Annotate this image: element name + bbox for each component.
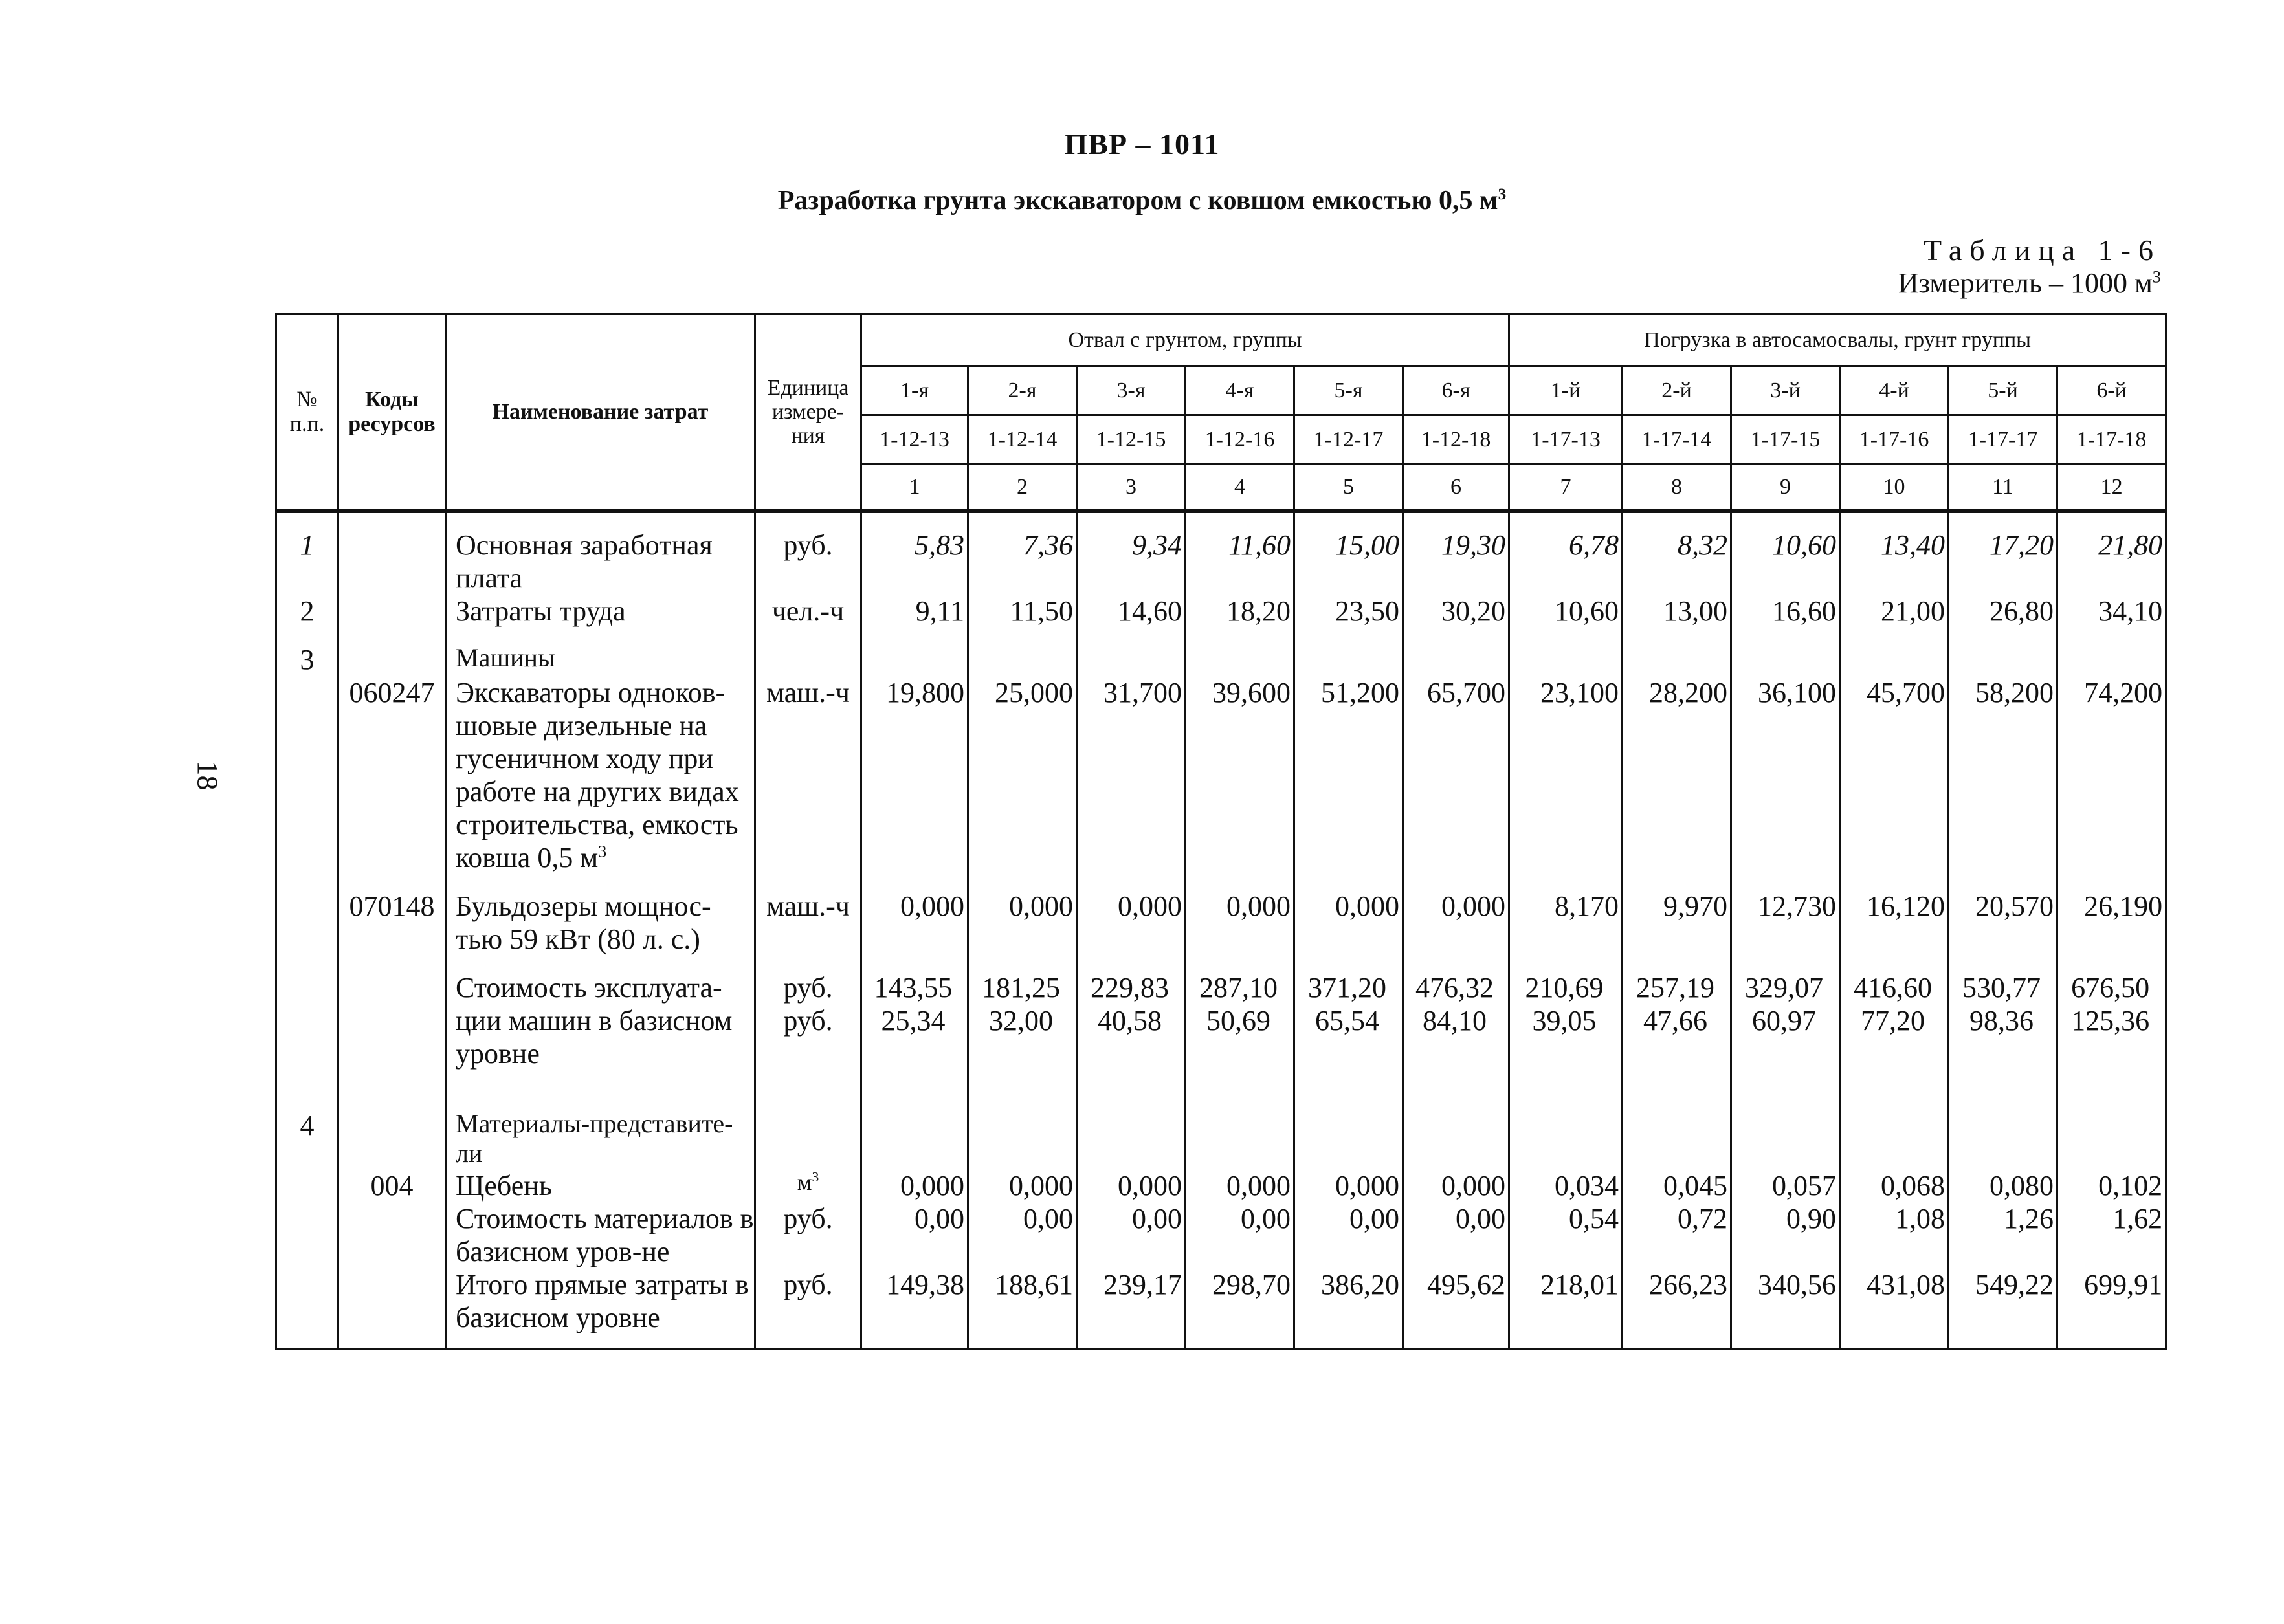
value-cell [968, 628, 1077, 676]
row-unit-1: руб. [783, 971, 833, 1004]
value-cell [1731, 956, 1840, 1070]
value-cell [2057, 1070, 2166, 1169]
value-cell: 34,10 [2057, 595, 2166, 628]
value-cell: 298,70 [1186, 1268, 1294, 1350]
row-labor [276, 595, 2166, 628]
header-code: 1-12-13 [861, 415, 968, 465]
page-number: 18 [191, 760, 225, 791]
value-cell: 21,00 [1840, 595, 1949, 628]
value-cell: 23,100 [1509, 676, 1623, 874]
row-no: 2 [276, 595, 338, 628]
value-cell: 23,50 [1294, 595, 1403, 628]
value-cell: 11,60 [1186, 511, 1294, 595]
row-no: 4 [276, 1070, 338, 1169]
value-cell: 1,62 [2057, 1202, 2166, 1268]
header-col-number: 11 [1949, 465, 2057, 511]
value-cell [1186, 1070, 1294, 1169]
row-no: 1 [276, 511, 338, 595]
value-cell: 39,600 [1186, 676, 1294, 874]
row-name: Стоимость эксплуата-ции машин в базисном уровне [446, 956, 755, 1070]
header-code: 1-17-17 [1949, 415, 2057, 465]
value-cell [861, 628, 968, 676]
value-cell: 266,23 [1623, 1268, 1731, 1350]
value-cell: 699,91 [2057, 1268, 2166, 1350]
row-unit [755, 956, 861, 1070]
row-gravel [276, 1169, 2166, 1202]
header-code: 1-17-14 [1623, 415, 1731, 465]
value-cell: 549,22 [1949, 1268, 2057, 1350]
header-col-number: 6 [1403, 465, 1509, 511]
value-cell [861, 956, 968, 1070]
header-group-load: Погрузка в автосамосвалы, грунт группы [1509, 314, 2166, 366]
row-code [338, 1202, 446, 1268]
value-cell: 188,61 [968, 1268, 1077, 1350]
value-cell: 21,80 [2057, 511, 2166, 595]
header-group-label: 1-й [1509, 366, 1623, 415]
value-cell [861, 1070, 968, 1169]
value-cell: 13,40 [1840, 511, 1949, 595]
value-cell: 16,120 [1840, 874, 1949, 956]
header-col-number: 5 [1294, 465, 1403, 511]
row-unit-sup: 3 [812, 1169, 819, 1185]
header-codes: Коды ресурсов [338, 314, 446, 511]
row-code: 060247 [338, 676, 446, 874]
value-cell: 0,90 [1731, 1202, 1840, 1268]
value-line-1: 329,07 [1745, 971, 1824, 1004]
value-cell [1731, 1070, 1840, 1169]
header-code: 1-17-13 [1509, 415, 1623, 465]
document-title: ПВР – 1011 [1064, 127, 1220, 160]
value-cell: 0,045 [1623, 1169, 1731, 1202]
value-cell: 340,56 [1731, 1268, 1840, 1350]
value-line-2: 25,34 [881, 1004, 946, 1037]
value-cell: 9,11 [861, 595, 968, 628]
header-col-number: 3 [1077, 465, 1186, 511]
value-cell: 51,200 [1294, 676, 1403, 874]
value-cell: 26,80 [1949, 595, 2057, 628]
value-line-2: 40,58 [1098, 1004, 1162, 1037]
header-code: 1-12-17 [1294, 415, 1403, 465]
value-cell: 0,080 [1949, 1169, 2057, 1202]
value-cell [1840, 628, 1949, 676]
value-cell [1403, 956, 1509, 1070]
unit-text: Измеритель – 1000 м [1898, 267, 2153, 299]
row-code [338, 511, 446, 595]
value-cell: 11,50 [968, 595, 1077, 628]
row-name: Затраты труда [446, 595, 755, 628]
value-line-2: 77,20 [1861, 1004, 1925, 1037]
value-cell: 0,00 [1294, 1202, 1403, 1268]
header-group-label: 6-я [1403, 366, 1509, 415]
value-line-2: 47,66 [1643, 1004, 1708, 1037]
value-cell: 0,54 [1509, 1202, 1623, 1268]
value-cell: 13,00 [1623, 595, 1731, 628]
header-group-label: 6-й [2057, 366, 2166, 415]
row-unit: маш.-ч [755, 874, 861, 956]
value-line-1: 143,55 [874, 971, 953, 1004]
header-col-number: 2 [968, 465, 1077, 511]
row-name [446, 676, 755, 874]
value-cell [1077, 1070, 1186, 1169]
value-line-2: 50,69 [1206, 1004, 1270, 1037]
value-cell: 36,100 [1731, 676, 1840, 874]
value-cell [2057, 628, 2166, 676]
value-cell: 0,102 [2057, 1169, 2166, 1202]
value-cell [2057, 956, 2166, 1070]
value-cell: 0,000 [1077, 1169, 1186, 1202]
value-cell: 30,20 [1403, 595, 1509, 628]
value-cell [1077, 956, 1186, 1070]
value-cell: 0,000 [1294, 874, 1403, 956]
table-header [276, 314, 2166, 511]
value-cell: 9,970 [1623, 874, 1731, 956]
value-cell: 149,38 [861, 1268, 968, 1350]
value-cell: 17,20 [1949, 511, 2057, 595]
value-line-1: 476,32 [1415, 971, 1494, 1004]
value-cell: 0,000 [968, 1169, 1077, 1202]
value-line-1: 676,50 [2071, 971, 2150, 1004]
row-name: Основная заработная плата [446, 511, 755, 595]
value-line-1: 210,69 [1525, 971, 1604, 1004]
table-body [276, 511, 2166, 1350]
value-line-1: 287,10 [1199, 971, 1278, 1004]
value-cell: 0,000 [1403, 874, 1509, 956]
header-code: 1-12-18 [1403, 415, 1509, 465]
header-unit: Единица измере-ния [755, 314, 861, 511]
value-cell: 0,000 [861, 874, 968, 956]
value-cell: 0,000 [1403, 1169, 1509, 1202]
value-cell [1949, 1070, 2057, 1169]
value-cell: 0,000 [1294, 1169, 1403, 1202]
value-cell: 25,000 [968, 676, 1077, 874]
table-unit [1898, 267, 2161, 300]
row-name-sup: 3 [598, 841, 607, 861]
value-cell: 0,000 [1186, 1169, 1294, 1202]
header-code: 1-17-15 [1731, 415, 1840, 465]
row-code [338, 628, 446, 676]
subtitle-text: Разработка грунта экскаватором с ковшом емкостью 0,5 м [777, 186, 1498, 215]
value-cell [1077, 628, 1186, 676]
row-no [276, 956, 338, 1070]
value-cell: 0,000 [968, 874, 1077, 956]
value-cell: 0,00 [1186, 1202, 1294, 1268]
value-cell: 1,08 [1840, 1202, 1949, 1268]
header-col-number: 9 [1731, 465, 1840, 511]
value-cell [1509, 1070, 1623, 1169]
value-line-1: 181,25 [982, 971, 1060, 1004]
value-cell: 18,20 [1186, 595, 1294, 628]
row-material-cost [276, 1202, 2166, 1268]
value-cell: 45,700 [1840, 676, 1949, 874]
value-cell: 31,700 [1077, 676, 1186, 874]
value-cell [1509, 956, 1623, 1070]
value-cell [1186, 628, 1294, 676]
row-materials-heading [276, 1070, 2166, 1169]
value-cell: 431,08 [1840, 1268, 1949, 1350]
row-name-text: Экскаваторы одноков-шовые дизельные на гусеничном ходу при работе на других видах строительства, емкость ковша 0,5 м [456, 676, 739, 873]
value-cell: 20,570 [1949, 874, 2057, 956]
row-no [276, 1169, 338, 1202]
header-group-label: 2-й [1623, 366, 1731, 415]
value-cell: 8,32 [1623, 511, 1731, 595]
value-cell: 12,730 [1731, 874, 1840, 956]
value-cell: 0,034 [1509, 1169, 1623, 1202]
value-cell: 74,200 [2057, 676, 2166, 874]
value-cell: 0,72 [1623, 1202, 1731, 1268]
row-name: Стоимость материалов в базисном уров-не [446, 1202, 755, 1268]
value-cell: 239,17 [1077, 1268, 1186, 1350]
row-unit: руб. [755, 1268, 861, 1350]
cost-table [275, 313, 2167, 1350]
value-cell [1186, 956, 1294, 1070]
value-cell: 0,000 [1186, 874, 1294, 956]
header-group-label: 4-я [1186, 366, 1294, 415]
header-group-label: 5-я [1294, 366, 1403, 415]
value-line-1: 229,83 [1091, 971, 1169, 1004]
value-cell [1623, 956, 1731, 1070]
row-name: Щебень [446, 1169, 755, 1202]
header-code: 1-12-15 [1077, 415, 1186, 465]
row-no [276, 1202, 338, 1268]
header-group-label: 1-я [861, 366, 968, 415]
row-code [338, 595, 446, 628]
value-cell: 65,700 [1403, 676, 1509, 874]
unit-sup: 3 [2152, 267, 2161, 287]
table-caption: Таблица 1-6 [1923, 234, 2161, 267]
row-name: Материалы-представите-ли [446, 1070, 755, 1169]
header-group-label: 2-я [968, 366, 1077, 415]
row-unit [755, 1070, 861, 1169]
header-group-label: 5-й [1949, 366, 2057, 415]
row-code: 004 [338, 1169, 446, 1202]
value-cell [968, 1070, 1077, 1169]
value-cell [1403, 1070, 1509, 1169]
row-unit: руб. [755, 511, 861, 595]
value-cell: 0,00 [1077, 1202, 1186, 1268]
value-cell [1294, 956, 1403, 1070]
header-col-number: 12 [2057, 465, 2166, 511]
value-line-2: 39,05 [1532, 1004, 1597, 1037]
value-line-1: 371,20 [1308, 971, 1386, 1004]
value-cell: 19,30 [1403, 511, 1509, 595]
value-line-2: 60,97 [1752, 1004, 1817, 1037]
row-code [338, 1268, 446, 1350]
value-cell: 9,34 [1077, 511, 1186, 595]
value-cell: 10,60 [1731, 511, 1840, 595]
value-cell [1840, 956, 1949, 1070]
value-cell: 15,00 [1294, 511, 1403, 595]
value-cell: 14,60 [1077, 595, 1186, 628]
header-col-number: 4 [1186, 465, 1294, 511]
value-cell [1949, 956, 2057, 1070]
value-line-2: 65,54 [1315, 1004, 1379, 1037]
value-cell: 0,00 [968, 1202, 1077, 1268]
header-group-dump: Отвал с грунтом, группы [861, 314, 1509, 366]
value-cell: 0,000 [861, 1169, 968, 1202]
header-col-number: 7 [1509, 465, 1623, 511]
value-cell [968, 956, 1077, 1070]
header-group-label: 4-й [1840, 366, 1949, 415]
row-unit: руб. [755, 1202, 861, 1268]
row-unit: маш.-ч [755, 676, 861, 874]
value-cell: 5,83 [861, 511, 968, 595]
row-code: 070148 [338, 874, 446, 956]
row-unit [755, 628, 861, 676]
value-line-1: 257,19 [1636, 971, 1715, 1004]
value-cell [1509, 628, 1623, 676]
header-no: № п.п. [276, 314, 338, 511]
value-cell: 218,01 [1509, 1268, 1623, 1350]
value-cell: 28,200 [1623, 676, 1731, 874]
row-unit [755, 1169, 861, 1202]
row-total [276, 1268, 2166, 1350]
value-line-1: 416,60 [1854, 971, 1933, 1004]
row-unit-text: м [797, 1169, 812, 1195]
value-cell: 0,057 [1731, 1169, 1840, 1202]
value-line-2: 98,36 [1969, 1004, 2034, 1037]
header-code: 1-17-16 [1840, 415, 1949, 465]
header-col-number: 1 [861, 465, 968, 511]
value-cell [1623, 1070, 1731, 1169]
value-cell: 16,60 [1731, 595, 1840, 628]
row-bulldozers [276, 874, 2166, 956]
value-cell: 26,190 [2057, 874, 2166, 956]
row-name: Машины [446, 628, 755, 676]
value-cell: 58,200 [1949, 676, 2057, 874]
value-cell: 10,60 [1509, 595, 1623, 628]
row-name: Бульдозеры мощнос-тью 59 кВт (80 л. с.) [446, 874, 755, 956]
value-cell: 19,800 [861, 676, 968, 874]
value-line-2: 125,36 [2071, 1004, 2150, 1037]
header-col-number: 10 [1840, 465, 1949, 511]
row-excavators [276, 676, 2166, 874]
row-code [338, 956, 446, 1070]
row-unit-2: руб. [783, 1004, 833, 1037]
header-code: 1-12-16 [1186, 415, 1294, 465]
value-cell [1949, 628, 2057, 676]
document-subtitle [0, 185, 2284, 216]
value-cell: 0,00 [861, 1202, 968, 1268]
value-cell: 0,00 [1403, 1202, 1509, 1268]
value-cell [1294, 1070, 1403, 1169]
header-group-label: 3-я [1077, 366, 1186, 415]
row-no [276, 1268, 338, 1350]
row-unit: чел.-ч [755, 595, 861, 628]
header-col-number: 8 [1623, 465, 1731, 511]
row-no: 3 [276, 628, 338, 676]
value-cell: 1,26 [1949, 1202, 2057, 1268]
row-machines-heading [276, 628, 2166, 676]
header-code: 1-12-14 [968, 415, 1077, 465]
header-code: 1-17-18 [2057, 415, 2166, 465]
value-cell: 0,068 [1840, 1169, 1949, 1202]
row-machine-cost [276, 956, 2166, 1070]
value-line-2: 32,00 [989, 1004, 1053, 1037]
value-line-2: 84,10 [1423, 1004, 1487, 1037]
value-cell: 386,20 [1294, 1268, 1403, 1350]
value-cell: 7,36 [968, 511, 1077, 595]
value-cell: 0,000 [1077, 874, 1186, 956]
row-no [276, 874, 338, 956]
row-base-salary [276, 511, 2166, 595]
value-cell: 8,170 [1509, 874, 1623, 956]
row-code [338, 1070, 446, 1169]
value-cell [1731, 628, 1840, 676]
value-cell [1294, 628, 1403, 676]
value-cell: 6,78 [1509, 511, 1623, 595]
value-cell: 495,62 [1403, 1268, 1509, 1350]
value-cell [1840, 1070, 1949, 1169]
value-line-1: 530,77 [1962, 971, 2041, 1004]
header-name: Наименование затрат [446, 314, 755, 511]
subtitle-sup: 3 [1498, 186, 1507, 203]
value-cell [1623, 628, 1731, 676]
row-name: Итого прямые затраты в базисном уровне [446, 1268, 755, 1350]
value-cell [1403, 628, 1509, 676]
row-no [276, 676, 338, 874]
header-group-label: 3-й [1731, 366, 1840, 415]
